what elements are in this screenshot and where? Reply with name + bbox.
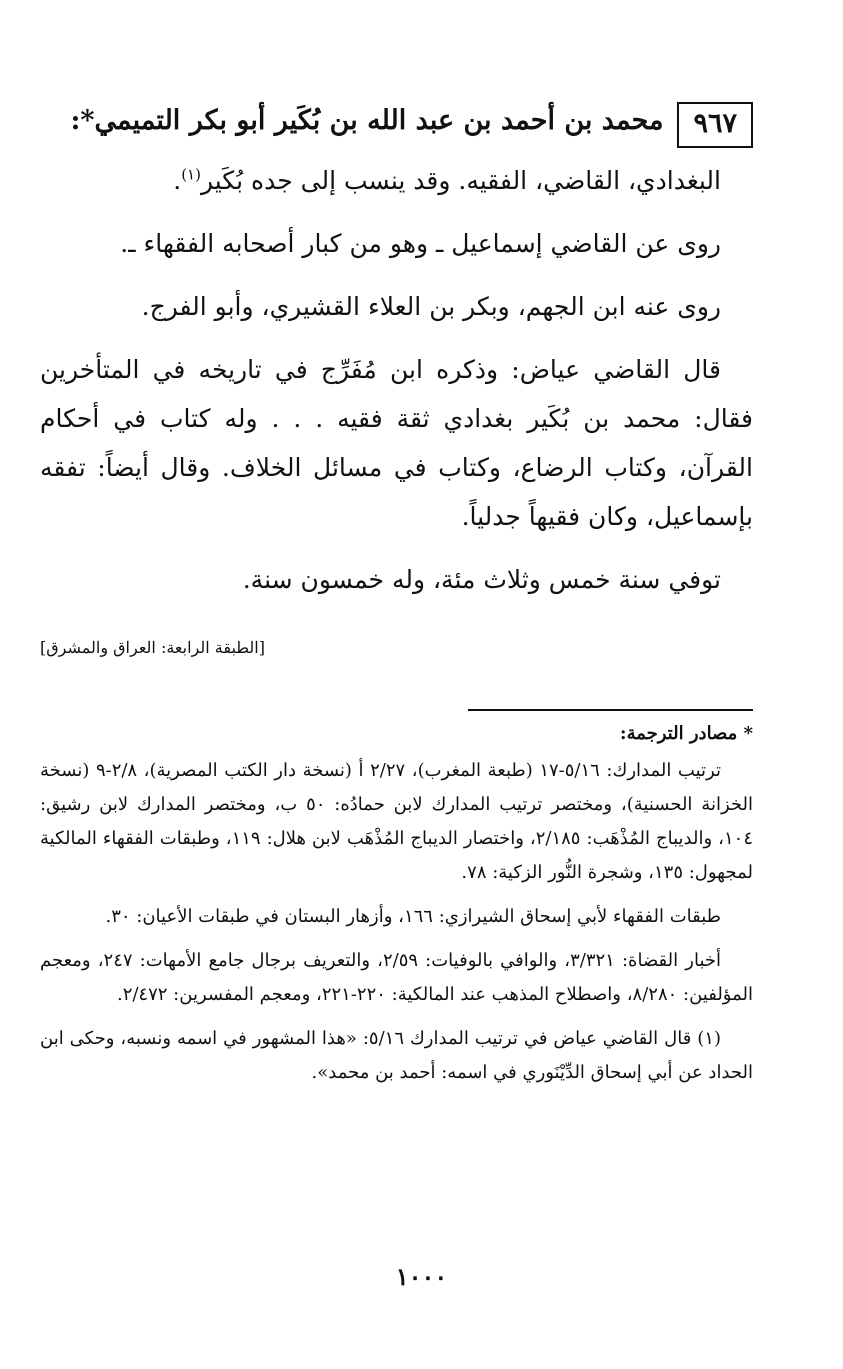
footnote-divider	[468, 709, 753, 711]
source-entry-2: طبقات الفقهاء لأبي إسحاق الشيرازي: ١٦٦، وأزهار البستان في طبقات الأعيان: ٣٠.	[105, 906, 721, 927]
page-number: ١٠٠٠	[395, 1262, 448, 1291]
bio-paragraph-death: توفي سنة خمس وثلاث مئة، وله خمسون سنة.	[242, 565, 721, 594]
entry-title: محمد بن أحمد بن عبد الله بن بُكَير أبو بكر التميمي*:	[70, 105, 664, 136]
source-entry-3: أخبار القضاة: ٣/٣٢١، والوافي بالوفيات: ٢/٥٩، والتعريف برجال جامع الأمهات: ٢٤٧، ومعجم المؤلفين: ٨/٢٨٠، واصطلاح المذهب عند المالكية: ٢٢٠-٢٢١، ومعجم المفسرين: ٢/٤٧٢.	[40, 950, 753, 1005]
bio-paragraph-students: روى عنه ابن الجهم، وبكر بن العلاء القشيري، وأبو الفرج.	[141, 292, 721, 321]
source-entry-1: ترتيب المدارك: ٥/١٦-١٧ (طبعة المغرب)، ٢/٢٧ أ (نسخة دار الكتب المصرية)، ٢/٨-٩ (نسخة الخزانة الحسنية)، ومختصر ترتيب المدارك لابن حمادُه: ٥٠ ب، ومختصر المدارك لابن رشيق: ١٠٤، والديباج المُذْهَب: ٢/١٨٥، واختصار الديباج المُذْهَب لابن هلال: ١١٩، وطبقات الفقهاء المالكية لمجهول: ١٣٥، وشجرة النُّور الزكية: ٧٨.	[40, 760, 753, 883]
bio-paragraph-nisba-end: .	[173, 166, 182, 195]
bio-paragraph-nisba-text: البغدادي، القاضي، الفقيه. وقد ينسب إلى جده بُكَير	[200, 166, 721, 195]
footnote-marker: (١)	[181, 165, 201, 184]
bio-paragraph-quote: قال القاضي عياض: وذكره ابن مُفَرِّج في تاريخه في المتأخرين فقال: محمد بن بُكَير بغدادي ثقة فقيه . . . وله كتاب في أحكام القرآن، وكتاب الرضاع، وكتاب في مسائل الخلاف. وقال أيضاً: تفقه بإسماعيل، وكان فقيهاً جدلياً.	[40, 355, 753, 531]
page-content	[40, 98, 753, 1090]
footnote-1: (١) قال القاضي عياض في ترتيب المدارك ٥/١٦: «هذا المشهور في اسمه ونسبه، وحكى ابن الحداد عن أبي إسحاق الدِّيْنَوري في اسمه: أحمد بن محمد».	[40, 1028, 753, 1083]
bio-paragraph-teachers: روى عن القاضي إسماعيل ـ وهو من كبار أصحابه الفقهاء ـ.	[120, 229, 721, 258]
entry-number: ٩٦٧	[677, 102, 753, 148]
entry-heading	[40, 98, 753, 148]
bio-paragraph-nisba	[40, 156, 753, 205]
section-tag: [الطبقة الرابعة: العراق والمشرق]	[40, 638, 265, 657]
sources-heading: * مصادر الترجمة:	[619, 723, 753, 744]
